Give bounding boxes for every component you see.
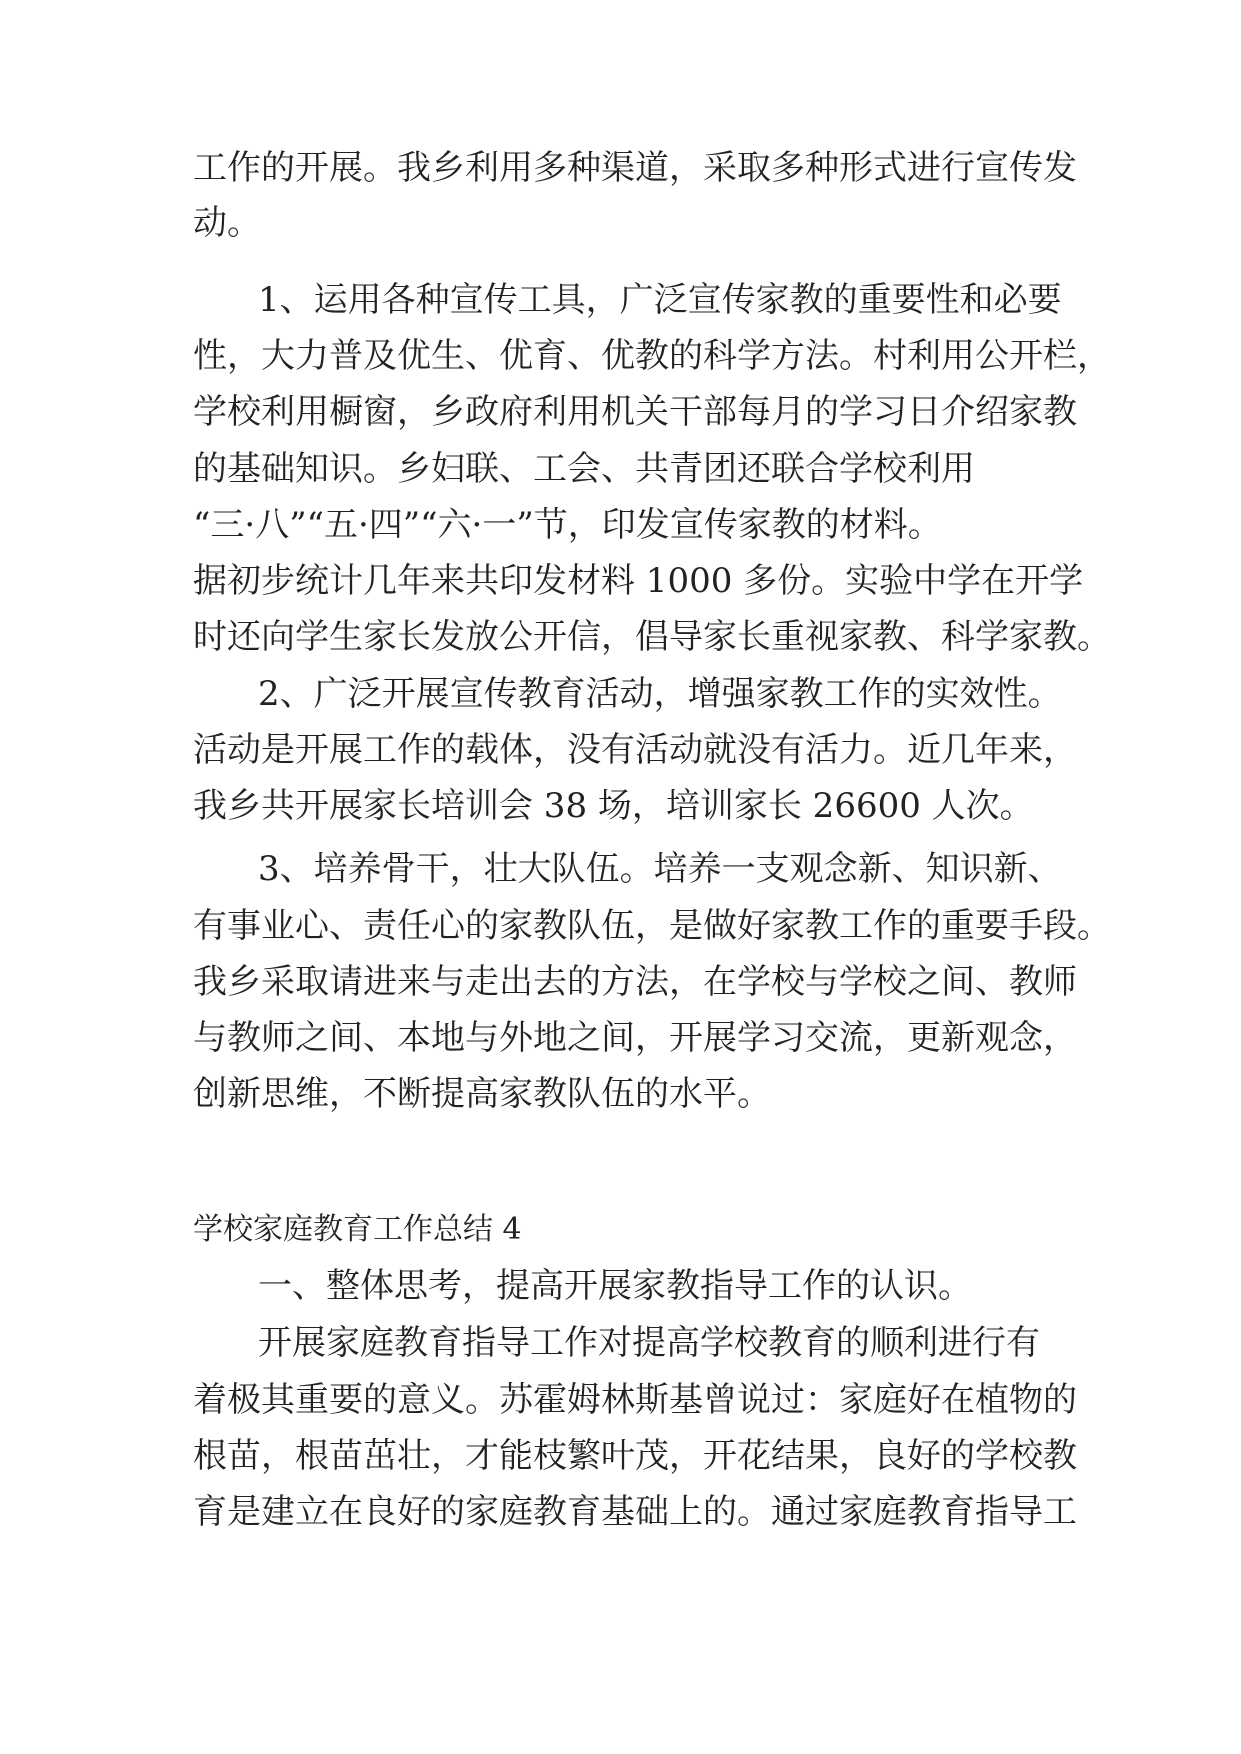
section-heading: 学校家庭教育工作总结 4 (193, 1212, 522, 1247)
paragraph-line: 我乡采取请进来与走出去的方法，在学校与学校之间、教师 (193, 962, 1077, 1002)
paragraph-line: 2、广泛开展宣传教育活动，增强家教工作的实效性。 (258, 674, 1062, 714)
paragraph-line: 育是建立在良好的家庭教育基础上的。通过家庭教育指导工 (193, 1492, 1077, 1532)
paragraph-line: 有事业心、责任心的家教队伍，是做好家教工作的重要手段。 (193, 906, 1111, 946)
paragraph-line: “三·八”“五·四”“六·一”节，印发宣传家教的材料。 (193, 505, 942, 545)
paragraph-line: 我乡共开展家长培训会 38 场，培训家长 26600 人次。 (193, 786, 1034, 826)
paragraph-line: 动。 (193, 203, 261, 243)
paragraph-line: 着极其重要的意义。苏霍姆林斯基曾说过：家庭好在植物的 (193, 1380, 1077, 1420)
paragraph-line: 根苗，根苗茁壮，才能枝繁叶茂，开花结果，良好的学校教 (193, 1436, 1077, 1476)
paragraph-line: 工作的开展。我乡利用多种渠道，采取多种形式进行宣传发 (193, 148, 1077, 188)
paragraph-line: 3、培养骨干，壮大队伍。培养一支观念新、知识新、 (258, 849, 1062, 889)
paragraph-line: 开展家庭教育指导工作对提高学校教育的顺利进行有 (258, 1323, 1040, 1363)
paragraph-line: 据初步统计几年来共印发材料 1000 多份。实验中学在开学 (193, 561, 1084, 601)
paragraph-line: 与教师之间、本地与外地之间，开展学习交流，更新观念， (193, 1018, 1077, 1058)
paragraph-line: 创新思维，不断提高家教队伍的水平。 (193, 1074, 771, 1114)
paragraph-line: 1、运用各种宣传工具，广泛宣传家教的重要性和必要 (258, 280, 1062, 320)
paragraph-line: 的基础知识。乡妇联、工会、共青团还联合学校利用 (193, 449, 975, 489)
paragraph-line: 活动是开展工作的载体，没有活动就没有活力。近几年来， (193, 730, 1077, 770)
paragraph-line: 一、整体思考，提高开展家教指导工作的认识。 (258, 1266, 972, 1306)
paragraph-line: 学校利用橱窗，乡政府利用机关干部每月的学习日介绍家教 (193, 392, 1077, 432)
paragraph-line: 时还向学生家长发放公开信，倡导家长重视家教、科学家教。 (193, 617, 1111, 657)
paragraph-line: 性，大力普及优生、优育、优教的科学方法。村利用公开栏， (193, 336, 1111, 376)
